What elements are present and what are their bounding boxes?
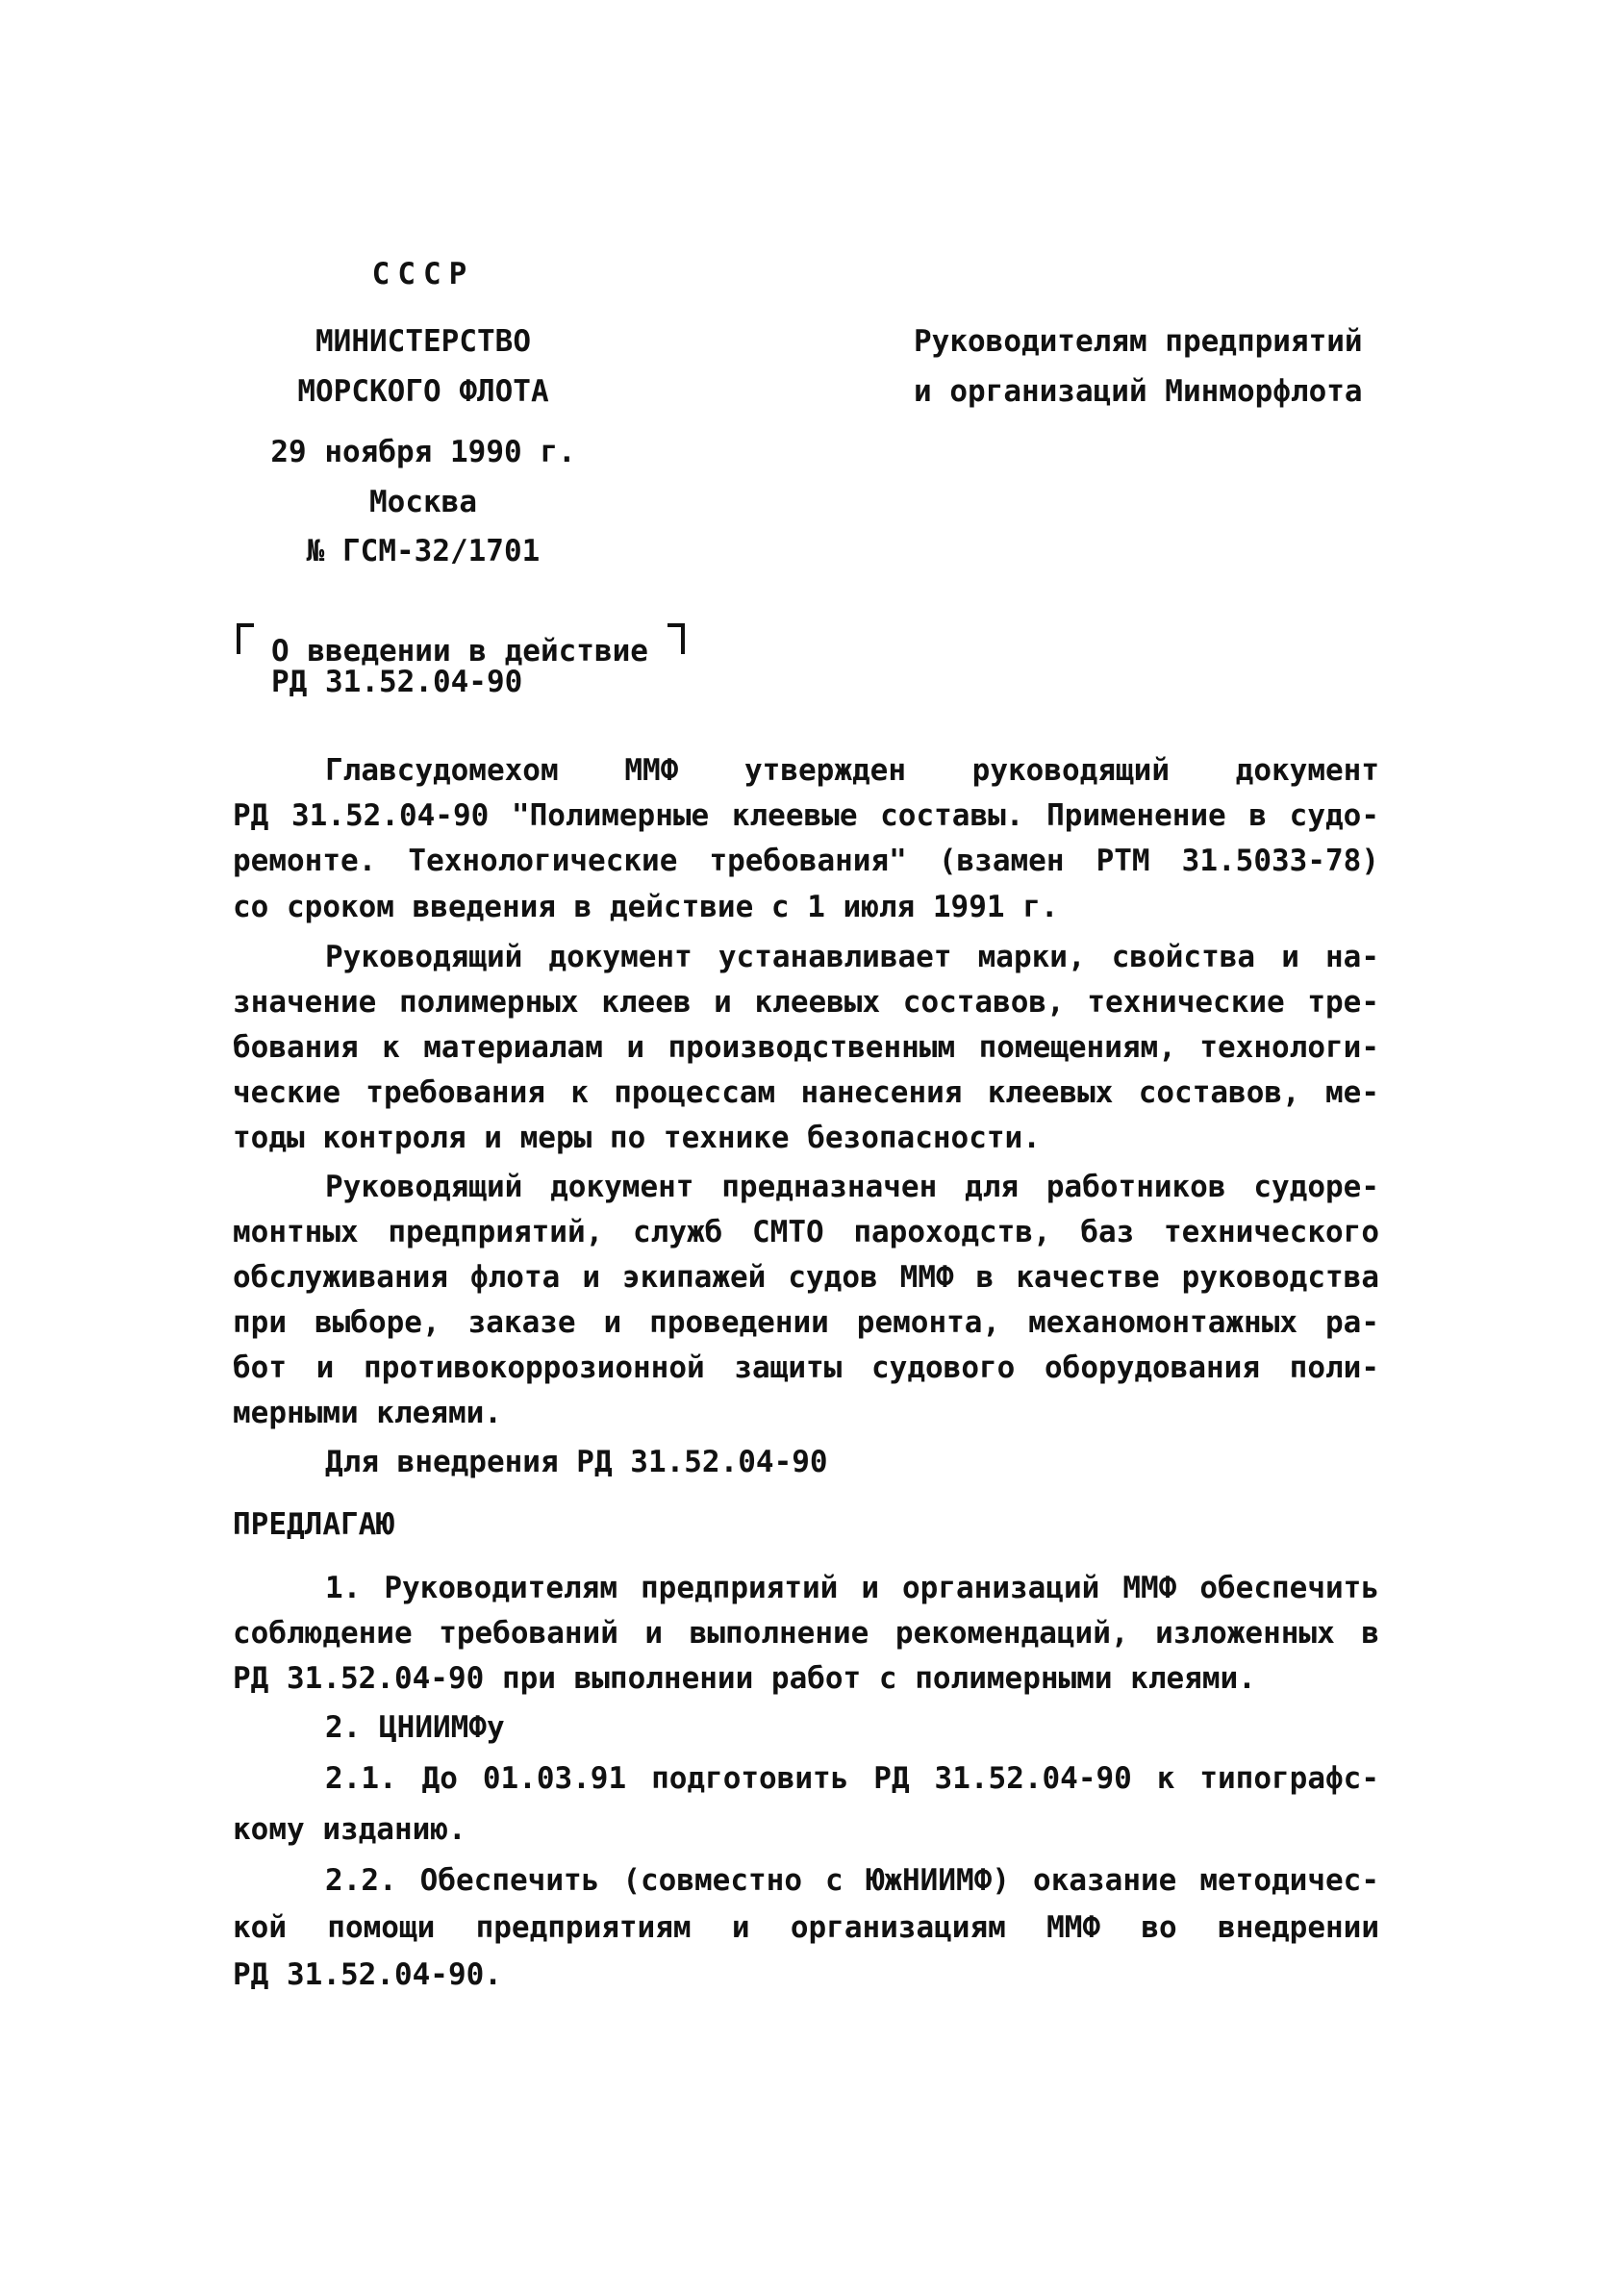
subject-bracket-left	[237, 623, 254, 654]
ministry-line-2: МОРСКОГО ФЛОТА	[297, 374, 549, 409]
body-line: кой помощи предприятиям и организациям ММФ во внедрении	[233, 1910, 1379, 1945]
body-line: мерными клеями.	[233, 1396, 502, 1430]
body-line: РД 31.52.04-90.	[233, 1957, 502, 1992]
body-line: Руководящий документ предназначен для работников судоре-	[325, 1170, 1379, 1204]
document-date: 29 ноября 1990 г.	[270, 435, 576, 469]
body-line: соблюдение требований и выполнение рекомендаций, изложенных в	[233, 1616, 1379, 1651]
body-line: обслуживания флота и экипажей судов ММФ в качестве руководства	[233, 1260, 1379, 1295]
body-line: монтных предприятий, служб СМТО пароходств, баз технического	[233, 1215, 1379, 1249]
subject-line-2: РД 31.52.04-90	[271, 665, 523, 699]
addressee-line-1: Руководителям предприятий	[914, 324, 1363, 359]
body-line: бот и противокоррозионной защиты судового оборудования поли-	[233, 1350, 1379, 1385]
body-line: при выборе, заказе и проведении ремонта, механомонтажных ра-	[233, 1305, 1379, 1340]
body-line: Для внедрения РД 31.52.04-90	[325, 1445, 828, 1479]
subject-line-1: О введении в действие	[271, 634, 648, 669]
body-line: ремонте. Технологические требования" (взамен РТМ 31.5033-78)	[233, 844, 1379, 878]
country-heading: СССР	[371, 257, 475, 291]
body-line: тоды контроля и меры по технике безопасности.	[233, 1121, 1041, 1155]
body-line: значение полимерных клеев и клеевых составов, технические тре-	[233, 985, 1379, 1020]
ministry-line-1: МИНИСТЕРСТВО	[315, 324, 531, 359]
document-number: № ГСМ-32/1701	[306, 534, 541, 568]
body-line: РД 31.52.04-90 "Полимерные клеевые составы. Применение в судо-	[233, 798, 1379, 833]
addressee-line-2: и организаций Минморфлота	[914, 374, 1363, 409]
body-line: бования к материалам и производственным помещениям, технологи-	[233, 1030, 1379, 1065]
body-line: ческие требования к процессам нанесения клеевых составов, ме-	[233, 1075, 1379, 1110]
body-line: кому изданию.	[233, 1812, 466, 1847]
body-line: 1. Руководителям предприятий и организаций ММФ обеспечить	[325, 1571, 1379, 1605]
document-city: Москва	[369, 485, 477, 519]
body-line: Главсудомехом ММФ утвержден руководящий документ	[325, 753, 1379, 788]
body-line: Руководящий документ устанавливает марки, свойства и на-	[325, 940, 1379, 974]
body-line: 2. ЦНИИМФу	[325, 1710, 505, 1745]
body-line: 2.1. До 01.03.91 подготовить РД 31.52.04-90 к типографс-	[325, 1761, 1379, 1796]
body-line: 2.2. Обеспечить (совместно с ЮжНИИМФ) оказание методичес-	[325, 1863, 1379, 1898]
body-line: ПРЕДЛАГАЮ	[233, 1507, 394, 1542]
body-line: со сроком введения в действие с 1 июля 1991 г.	[233, 890, 1059, 924]
subject-bracket-right	[667, 623, 685, 654]
body-line: РД 31.52.04-90 при выполнении работ с полимерными клеями.	[233, 1661, 1256, 1696]
